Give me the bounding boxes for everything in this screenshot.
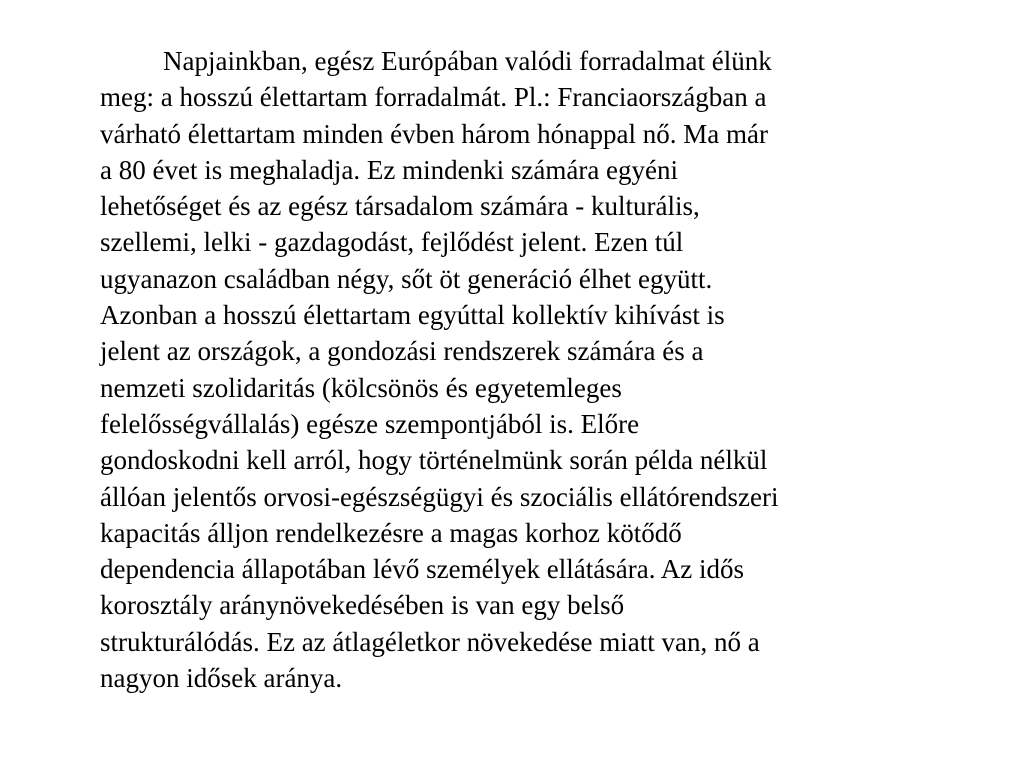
paragraph-line: korosztály aránynövekedésében is van egy belső bbox=[100, 590, 625, 621]
paragraph-line: ugyanazon családban négy, sőt öt generáció élhet együtt. bbox=[100, 263, 713, 294]
paragraph-line: nagyon idősek aránya. bbox=[100, 663, 343, 694]
paragraph-line: Azonban a hosszú élettartam egyúttal kollektív kihívást is bbox=[100, 300, 725, 331]
paragraph-line: dependencia állapotában lévő személyek ellátására. Az idős bbox=[100, 554, 744, 585]
paragraph-line: Napjainkban, egész Európában valódi forradalmat élünk bbox=[163, 46, 772, 76]
paragraph-line: állóan jelentős orvosi-egészségügyi és szociális ellátórendszeri bbox=[100, 481, 779, 512]
paragraph-line: a 80 évet is meghaladja. Ez mindenki számára egyéni bbox=[100, 154, 679, 185]
body-paragraph bbox=[100, 43, 980, 696]
paragraph-line: kapacitás álljon rendelkezésre a magas korhoz kötődő bbox=[100, 517, 682, 548]
paragraph-line: meg: a hosszú élettartam forradalmát. Pl.: Franciaországban a bbox=[100, 82, 767, 113]
paragraph-line: gondoskodni kell arról, hogy történelmünk során példa nélkül bbox=[100, 445, 768, 476]
paragraph-line: szellemi, lelki - gazdagodást, fejlődést jelent. Ezen túl bbox=[100, 227, 684, 258]
paragraph-line: jelent az országok, a gondozási rendszerek számára és a bbox=[100, 336, 704, 367]
paragraph-line: strukturálódás. Ez az átlagéletkor növekedése miatt van, nő a bbox=[100, 626, 760, 657]
paragraph-line: felelősségvállalás) egésze szempontjából is. Előre bbox=[100, 408, 640, 439]
paragraph-line: várható élettartam minden évben három hónappal nő. Ma már bbox=[100, 118, 769, 149]
paragraph-line: nemzeti szolidaritás (kölcsönös és egyetemleges bbox=[100, 372, 622, 403]
paragraph-line: lehetőséget és az egész társadalom számára - kulturális, bbox=[100, 191, 700, 222]
